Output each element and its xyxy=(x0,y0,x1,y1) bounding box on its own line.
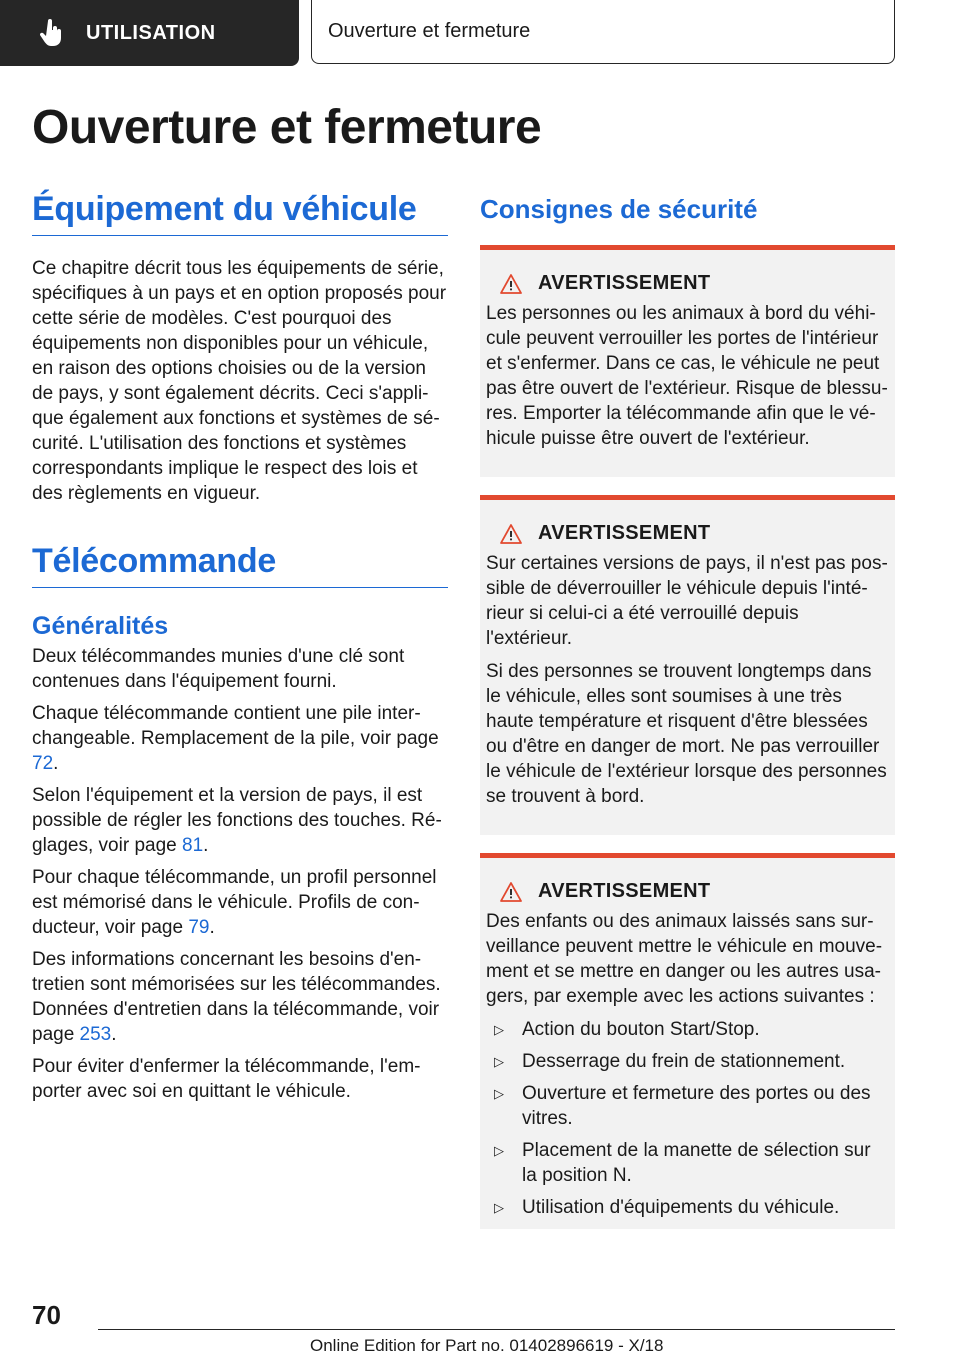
warning-text: Les personnes ou les animaux à bord du véhicule peuvent verrouiller les portes de l'intérieur et s'enfermer. Dans ce cas, le véhicule ne peut pas être ouvert de l'extérieur. Risque de blessures. Emporter la télécommande afin que le véhicule puisse être ouvert de l'extérieur. xyxy=(486,303,888,449)
warning-box xyxy=(480,853,895,1229)
safety-heading: Consignes de sécurité xyxy=(480,194,758,224)
general-subheading: Généralités xyxy=(32,612,169,640)
page-link-79[interactable]: 79 xyxy=(188,917,210,938)
warning-triangle-icon xyxy=(500,524,522,544)
warning-text: Sur certaines versions de pays, il n'est pas possible de déverrouiller le véhicule depuis l'intérieur si celui-ci a été verrouillé depuis l'extérieur. xyxy=(486,553,888,649)
footer-edition: Online Edition for Part no. 01402896619 - X/18 xyxy=(310,1336,664,1355)
warning-title: AVERTISSEMENT xyxy=(538,272,711,294)
list-item: ▷ Placement de la manette de sélection sur la position N. xyxy=(486,1138,889,1188)
warning-list xyxy=(486,1017,889,1220)
page-link-81[interactable]: 81 xyxy=(182,835,204,856)
page-link-253[interactable]: 253 xyxy=(79,1024,112,1045)
section-label: UTILISATION xyxy=(86,21,216,44)
warning-title: AVERTISSEMENT xyxy=(538,880,711,902)
remote-p4: Pour chaque télécommande, un profil personnel est mémorisé dans le véhicule. Profils de conducteur, voir page 79. xyxy=(32,867,437,938)
list-item: ▷ Ouverture et fermeture des portes ou des vitres. xyxy=(486,1081,889,1131)
list-item: ▷ Action du bouton Start/Stop. xyxy=(486,1017,889,1042)
remote-heading: Télécommande xyxy=(32,542,448,588)
list-item: ▷ Desserrage du frein de stationnement. xyxy=(486,1049,889,1074)
warning-box xyxy=(480,245,895,477)
warning-text: Des enfants ou des animaux laissés sans surveillance peuvent mettre le véhicule en mouvement et se mettre en danger ou les autres usagers, par exemple avec les actions suivantes : xyxy=(486,911,883,1007)
bullet-triangle-icon: ▷ xyxy=(494,1143,504,1158)
warning-text: Si des personnes se trouvent longtemps dans le véhicule, elles sont soumises à une très haute température et risquent d'être blessées ou d'être en danger de mort. Ne pas verrouiller le véhicule de l'extérieur lorsque des personnes se trouvent à bord. xyxy=(486,661,887,807)
right-column xyxy=(480,190,895,1229)
hand-pointer-icon xyxy=(40,18,66,48)
remote-p3: Selon l'équipement et la version de pays, il est possible de régler les fonctions des touches. Réglages, voir page 81. xyxy=(32,785,442,856)
equipment-text: Ce chapitre décrit tous les équipements de série, spécifiques à un pays et en option proposés pour cette série de modèles. C'est pourquoi des équipements non disponibles pour un véhicule, en raison des options choisies ou de la version de pays, y sont également décrits. Ceci s'applique également aux fonctions et systèmes de sécurité. L'utilisation des fonctions et systèmes correspondants implique le respect des lois et des règlements en vigueur. xyxy=(32,258,447,504)
warning-triangle-icon xyxy=(500,882,522,902)
section-tab xyxy=(0,0,299,66)
warning-triangle-icon xyxy=(500,274,522,294)
bullet-triangle-icon: ▷ xyxy=(494,1200,504,1215)
remote-p5: Des informations concernant les besoins d'entretien sont mémorisées sur les télécommandes. Données d'entretien dans la télécommande, voir page 253. xyxy=(32,949,441,1045)
bullet-triangle-icon: ▷ xyxy=(494,1054,504,1069)
warning-title: AVERTISSEMENT xyxy=(538,522,711,544)
remote-p6: Pour éviter d'enfermer la télécommande, l'emporter avec soi en quittant le véhicule. xyxy=(32,1056,421,1102)
page-number: 70 xyxy=(32,1300,61,1330)
equipment-heading: Équipement du véhicule xyxy=(32,190,448,236)
list-item: ▷ Utilisation d'équipements du véhicule. xyxy=(486,1195,889,1220)
chapter-tab: Ouverture et fermeture xyxy=(311,0,895,64)
warning-box xyxy=(480,495,895,835)
page-link-72[interactable]: 72 xyxy=(32,753,54,774)
bullet-triangle-icon: ▷ xyxy=(494,1086,504,1101)
left-column xyxy=(32,190,448,1111)
footer-divider xyxy=(98,1329,895,1330)
page-title: Ouverture et fermeture xyxy=(32,101,542,154)
remote-p2: Chaque télécommande contient une pile interchangeable. Remplacement de la pile, voir page 72. xyxy=(32,703,439,774)
remote-p1: Deux télécommandes munies d'une clé sont contenues dans l'équipement fourni. xyxy=(32,646,405,692)
bullet-triangle-icon: ▷ xyxy=(494,1022,504,1037)
